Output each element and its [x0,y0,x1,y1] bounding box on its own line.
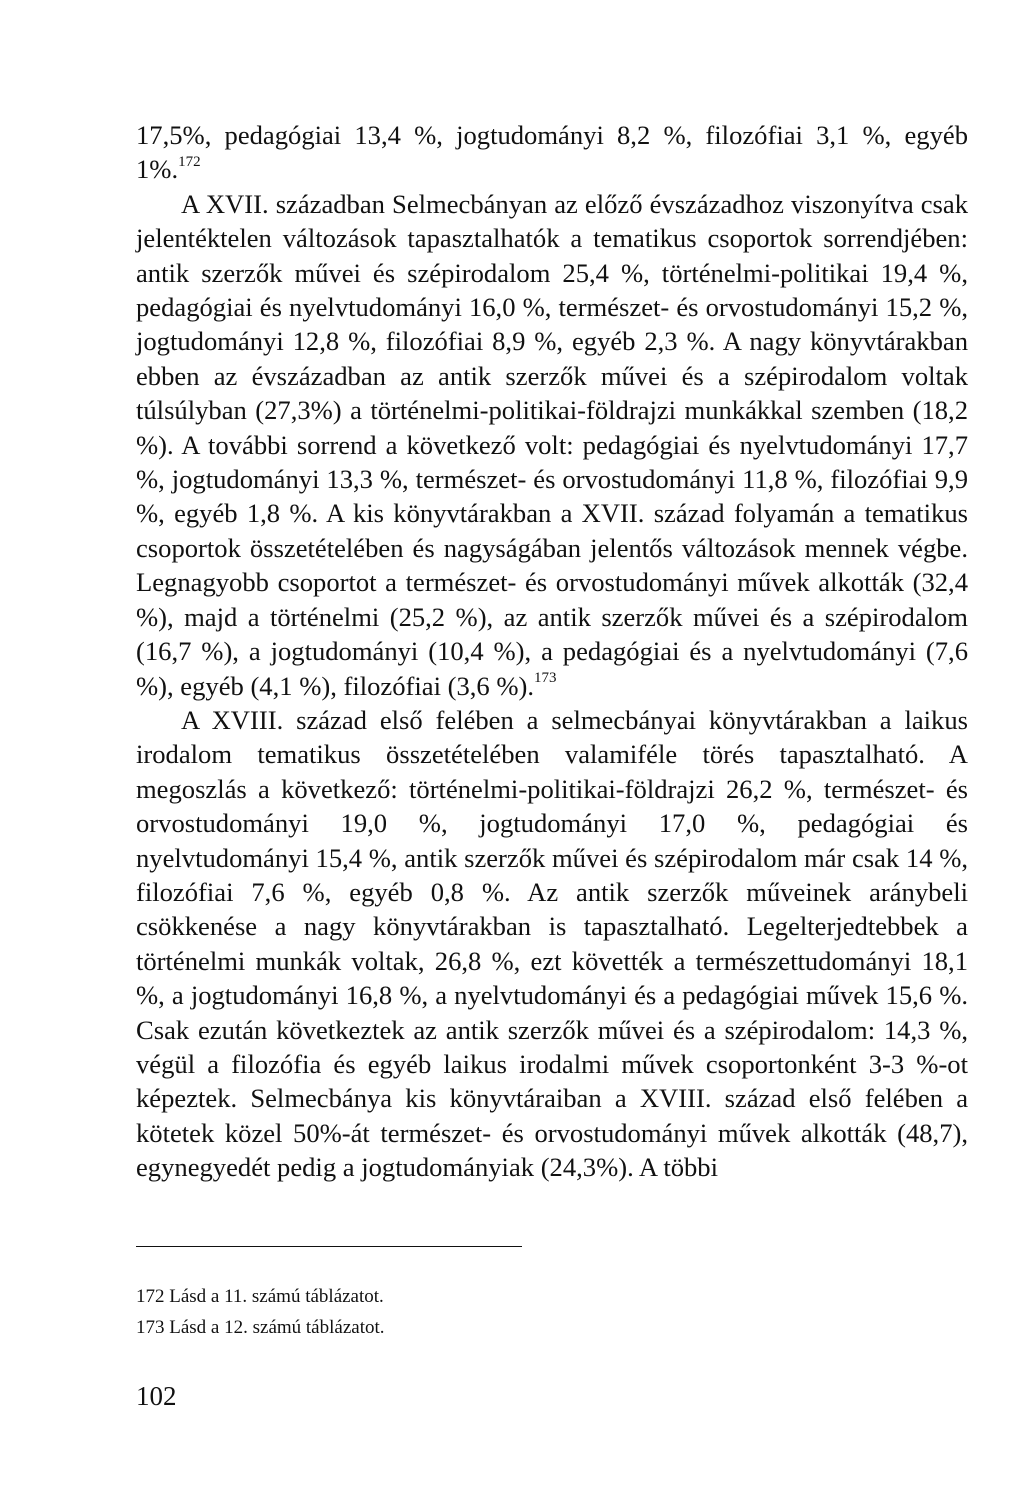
paragraph-2 [136,187,968,703]
main-text [136,118,968,1185]
footnote-divider [136,1246,522,1247]
paragraph-3: A XVIII. század első felében a selmecbányai könyvtárakban a laikus irodalom tematikus összetételében valamiféle törés tapasztalható. A megoszlás a következő: történelmi-politikai-földrajzi 26,2 %, természet- és orvostudományi 19,0 %, jogtudományi 17,0 %, pedagógiai és nyelvtudományi 15,4 %, antik szerzők művei és szépirodalom már csak 14 %, filozófiai 7,6 %, egyéb 0,8 %. Az antik szerzők műveinek aránybeli csökkenése a nagy könyvtárakban is tapasztalható. Legelterjedtebbek a történelmi munkák voltak, 26,8 %, ezt követték a természettudományi 18,1 %, a jogtudományi 16,8 %, a nyelvtudományi és a pedagógiai művek 15,6 %. Csak ezután következtek az antik szerzők művei és a szépirodalom: 14,3 %, végül a filozófia és egyéb laikus irodalmi művek csoportonként 3-3 %-ot képeztek. Selmecbánya kis könyvtáraiban a XVIII. század első felében a kötetek közel 50%-át természet- és orvostudományi művek alkották (48,7), egynegyedét pedig a jogtudományiak (24,3%). A többi [136,704,968,1183]
footnote-173: 173 Lásd a 12. számú táblázatot. [136,1317,385,1338]
footnote-ref-172[interactable]: 172 [178,153,201,170]
paragraph-1-text: 17,5%, pedagógiai 13,4 %, jogtudományi 8,2 %, filozófiai 3,1 %, egyéb 1%. [136,120,968,185]
footnote-ref-173[interactable]: 173 [534,669,557,686]
footnote-172: 172 Lásd a 11. számú táblázatot. [136,1286,384,1307]
paragraph-1 [136,118,968,187]
page-number: 102 [136,1381,177,1411]
paragraph-2-text: A XVII. században Selmecbányan az előző évszázadhoz viszonyítva csak jelentéktelen változások tapasztalhatók a tematikus csoportok sorrendjében: antik szerzők művei és szépirodalom 25,4 %, történelmi-politikai 19,4 %, pedagógiai és nyelvtudományi 16,0 %, természet- és orvostudományi 15,2 %, jogtudományi 12,8 %, filozófiai 8,9 %, egyéb 2,3 %. A nagy könyvtárakban ebben az évszázadban az antik szerzők művei és a szépirodalom voltak túlsúlyban (27,3%) a történelmi-politikai-földrajzi munkákkal szemben (18,2 %). A további sorrend a következő volt: pedagógiai és nyelvtudományi 17,7 %, jogtudományi 13,3 %, természet- és orvostudományi 11,8 %, filozófiai 9,9 %, egyéb 1,8 %. A kis könyvtárakban a XVII. század folyamán a tematikus csoportok összetételében és nagyságában jelentős változások mennek végbe. Legnagyobb csoportot a természet- és orvostudományi művek alkották (32,4 %), majd a történelmi (25,2 %), az antik szerzők művei és a szépirodalom (16,7 %), a jogtudományi (10,4 %), a pedagógiai és a nyelvtudományi (7,6 %), egyéb (4,1 %), filozófiai (3,6 %). [136,188,968,701]
footnotes [136,1281,836,1343]
